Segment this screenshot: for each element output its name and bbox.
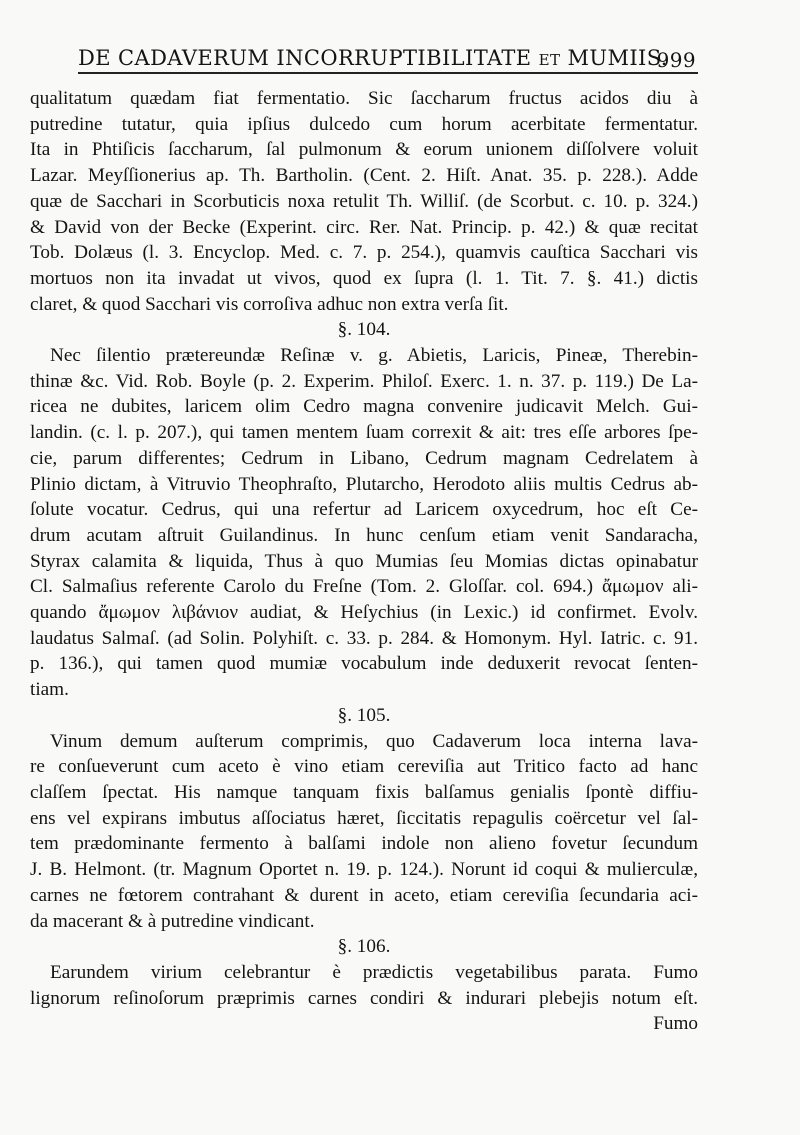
text-line: tiam.	[30, 679, 69, 701]
text-line: J. B. Helmont. (tr. Magnum Oportet n. 19. p. 124.). Norunt id coqui & mulierculæ,	[30, 859, 698, 881]
text-line: Nec ſilentio prætereundæ Reſinæ v. g. Abietis, Laricis, Pineæ, Therebin-	[50, 345, 698, 367]
page-number: 999	[656, 48, 696, 72]
running-head	[78, 46, 698, 74]
running-title-main: DE CADAVERUM INCORRUPTIBILITATE	[78, 46, 532, 70]
text-line: ſolute vocatur. Cedrus, qui una refertur ad Laricem oxycedrum, hoc eſt Ce-	[30, 499, 698, 521]
section-number: §. 106.	[337, 936, 391, 958]
body-text	[30, 86, 698, 1037]
text-line: drum acutam aſtruit Guilandinus. In hunc cenſum etiam venit Sandaracha,	[30, 524, 698, 546]
section-number: §. 104.	[337, 319, 391, 341]
text-line: quæ de Sacchari in Scorbuticis noxa retulit Th. Williſ. (de Scorbut. c. 10. p. 324.)	[30, 190, 698, 212]
text-line: putredine tutatur, quia ipſius dulcedo cum horum acerbitate fermentatur.	[30, 113, 698, 135]
text-line: lignorum reſinoſorum præprimis carnes condiri & indurari plebejis notum eſt.	[30, 987, 698, 1009]
text-line: Earundem virium celebrantur è prædictis vegetabilibus parata. Fumo	[50, 961, 698, 983]
text-line: Plinio dictam, à Vitruvio Theophraſto, Plutarcho, Herodoto aliis multis Cedrus ab-	[30, 473, 698, 495]
text-line: Lazar. Meyſſionerius ap. Th. Bartholin. (Cent. 2. Hiſt. Anat. 35. p. 228.). Adde	[30, 165, 698, 187]
text-line: da macerant & à putredine vindicant.	[30, 910, 315, 932]
text-line: Styrax calamita & liquida, Thus à quo Mumias ſeu Momias dictas opinabatur	[30, 550, 698, 572]
text-line: quando ἄμωμον λιβάνιον audiat, & Heſychius (in Lexic.) id confirmet. Evolv.	[30, 602, 698, 624]
text-line: & David von der Becke (Experint. circ. Rer. Nat. Princip. p. 42.) & quæ recitat	[30, 216, 698, 238]
text-line: thinæ &c. Vid. Rob. Boyle (p. 2. Experim. Philoſ. Exerc. 1. n. 37. p. 119.) De La-	[30, 370, 698, 392]
section-number: §. 105.	[337, 704, 391, 726]
catchword: Fumo	[653, 1013, 698, 1035]
text-line: landin. (c. l. p. 207.), qui tamen mentem ſuam correxit & ait: tres eſſe arbores ſpe-	[30, 422, 698, 444]
text-line: tem prædominante fermento à balſami indole non alieno fovetur ſecundum	[30, 833, 698, 855]
text-line: p. 136.), qui tamen quod mumiæ vocabulum inde deduxerit revocat ſenten-	[30, 653, 698, 675]
text-line: Cl. Salmaſius referente Carolo du Freſne (Tom. 2. Gloſſar. col. 694.) ἄμωμον ali-	[30, 576, 698, 598]
running-title-end: MUMIIS.	[567, 46, 668, 70]
text-line: re conſueverunt cum aceto è vino etiam cereviſia aut Tritico facto ad hanc	[30, 756, 698, 778]
text-line: carnes ne fœtorem contrahant & durent in aceto, etiam cereviſia ſecundaria aci-	[30, 884, 698, 906]
text-line: cie, parum differentes; Cedrum in Libano, Cedrum magnam Cedrelatem à	[30, 447, 698, 469]
text-line: claſſem ſpectat. His namque tanquam fixis balſamus genialis ſpontè diffiu-	[30, 781, 698, 803]
text-line: ricea ne dubites, laricem olim Cedro magna convenire judicavit Melch. Gui-	[30, 396, 698, 418]
text-line: laudatus Salmaſ. (ad Solin. Polyhiſt. c. 33. p. 284. & Homonym. Hyl. Iatric. c. 91.	[30, 627, 698, 649]
text-line: Vinum demum auſterum comprimis, quo Cadaverum loca interna lava-	[50, 730, 698, 752]
text-line: qualitatum quædam fiat fermentatio. Sic ſaccharum fructus acidos diu à	[30, 88, 698, 109]
text-line: Tob. Dolæus (l. 3. Encyclop. Med. c. 7. p. 254.), quamvis cauſtica Sacchari vis	[30, 242, 698, 264]
text-line: claret, & quod Sacchari vis corroſiva adhuc non extra verſa ſit.	[30, 293, 509, 315]
running-title-et: ET	[538, 51, 561, 69]
text-line: ens vel expirans imbutus aſſociatus hæret, ſiccitatis repagulis coërcetur vel ſal-	[30, 807, 698, 829]
text-line: Ita in Phtiſicis ſaccharum, ſal pulmonum & eorum unionem diſſolvere voluit	[30, 139, 698, 161]
text-line: mortuos non ita invadat ut vivos, quod ex ſupra (l. 1. Tit. 7. §. 41.) dictis	[30, 267, 698, 289]
running-title	[78, 46, 668, 70]
